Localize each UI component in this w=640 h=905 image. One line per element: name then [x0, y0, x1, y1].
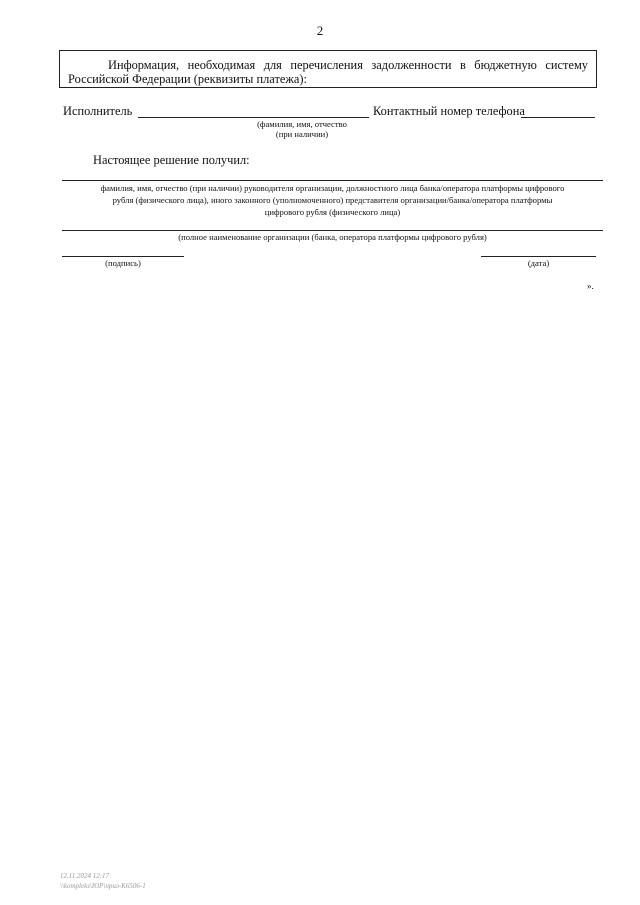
date-caption: (дата) [527, 258, 550, 268]
signature-caption: (подпись) [105, 258, 141, 268]
payment-details-line2: Российской Федерации (реквизиты платежа): [68, 72, 307, 86]
footer [60, 871, 146, 891]
closing-quote-mark: ». [587, 281, 594, 291]
recipient-caption-line2: рубля (физического лица), иного законного (уполномоченного) представителя организации/банка/оператора платформы [112, 195, 553, 205]
executor-caption-line1: (фамилия, имя, отчество [257, 119, 347, 129]
received-label: Настоящее решение получил: [93, 153, 250, 167]
executor-caption-line2: (при наличии) [275, 129, 329, 139]
phone-label: Контактный номер телефона [373, 104, 525, 118]
recipient-caption-line1: фамилия, имя, отчество (при наличии) руководителя организации, должностного лица банка/оператора платформы цифрового [100, 183, 565, 193]
executor-label: Исполнитель [63, 104, 133, 118]
footer-timestamp: 12.11.2024 12:17 [60, 872, 110, 880]
footer-file-path: \\kompleks\ЮР\прил-К6506-1 [60, 882, 146, 890]
organization-line [62, 230, 603, 231]
date-line [481, 256, 596, 257]
recipient-caption [60, 182, 605, 218]
organization-caption: (полное наименование организации (банка, оператора платформы цифрового рубля) [178, 232, 487, 242]
executor-name-line [138, 117, 369, 118]
payment-details-line1: Информация, необходимая для перечисления задолженности в бюджетную систему [108, 58, 588, 72]
page-number: 2 [316, 23, 324, 38]
phone-line [521, 117, 595, 118]
signature-line [62, 256, 184, 257]
payment-details-box [59, 50, 597, 88]
recipient-caption-line3: цифрового рубля (физического лица) [264, 207, 401, 217]
recipient-line [62, 180, 603, 181]
